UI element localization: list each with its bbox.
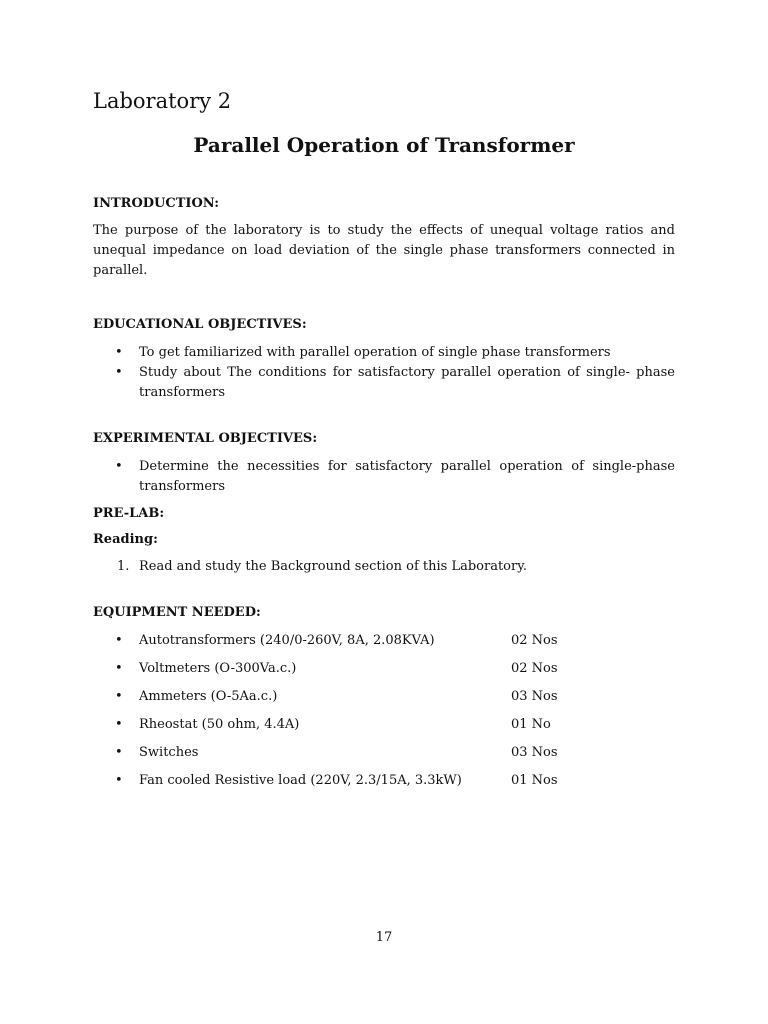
bullet-icon: • xyxy=(115,661,123,676)
reading-heading: Reading: xyxy=(93,532,158,547)
bullet-icon: • xyxy=(115,745,123,760)
equipment-row xyxy=(93,631,675,659)
equipment-quantity: 03 Nos xyxy=(511,745,558,760)
list-item-text: To get familiarized with parallel operation of single phase transformers xyxy=(139,345,611,360)
document-title: Parallel Operation of Transformer xyxy=(193,133,575,157)
bullet-icon: • xyxy=(115,365,123,380)
bullet-icon: • xyxy=(115,717,123,732)
equipment-row xyxy=(93,771,675,799)
equipment-name: Switches xyxy=(139,745,199,760)
introduction-heading: INTRODUCTION: xyxy=(93,196,220,211)
equipment-row xyxy=(93,715,675,743)
bullet-icon: • xyxy=(115,633,123,648)
list-item-text: Study about The conditions for satisfactory parallel operation of single- phase transformers xyxy=(139,365,675,400)
bullet-icon: • xyxy=(115,459,123,474)
equipment-quantity: 02 Nos xyxy=(511,633,558,648)
equipment-name: Ammeters (O-5Aa.c.) xyxy=(139,689,278,704)
equipment-name: Rheostat (50 ohm, 4.4A) xyxy=(139,717,300,732)
list-item xyxy=(93,363,675,403)
introduction-text: The purpose of the laboratory is to study the effects of unequal voltage ratios and unequal impedance on load deviation of the single phase transformers connected in parallel. xyxy=(93,223,675,278)
experimental-objectives-heading: EXPERIMENTAL OBJECTIVES: xyxy=(93,431,318,446)
equipment-row xyxy=(93,659,675,687)
reading-item-text: Read and study the Background section of this Laboratory. xyxy=(139,559,527,574)
equipment-row xyxy=(93,687,675,715)
equipment-row xyxy=(93,743,675,771)
educational-objectives-list xyxy=(93,343,675,403)
list-item-text: Determine the necessities for satisfactory parallel operation of single-phase transformers xyxy=(139,459,675,494)
equipment-name: Autotransformers (240/0-260V, 8A, 2.08KVA) xyxy=(139,633,435,648)
equipment-list xyxy=(93,631,675,799)
item-number: 1. xyxy=(117,559,130,574)
reading-item xyxy=(93,557,675,577)
equipment-quantity: 03 Nos xyxy=(511,689,558,704)
bullet-icon: • xyxy=(115,773,123,788)
experimental-objectives-list xyxy=(93,457,675,497)
educational-objectives-heading: EDUCATIONAL OBJECTIVES: xyxy=(93,317,307,332)
equipment-quantity: 01 No xyxy=(511,717,551,732)
bullet-icon: • xyxy=(115,345,123,360)
list-item xyxy=(93,457,675,497)
bullet-icon: • xyxy=(115,689,123,704)
equipment-name: Fan cooled Resistive load (220V, 2.3/15A, 3.3kW) xyxy=(139,773,462,788)
equipment-quantity: 01 Nos xyxy=(511,773,558,788)
prelab-heading: PRE-LAB: xyxy=(93,506,165,521)
list-item xyxy=(93,343,675,363)
lab-number: Laboratory 2 xyxy=(93,89,232,113)
equipment-heading: EQUIPMENT NEEDED: xyxy=(93,605,261,620)
page-number: 17 xyxy=(375,930,393,945)
equipment-name: Voltmeters (O-300Va.c.) xyxy=(139,661,297,676)
equipment-quantity: 02 Nos xyxy=(511,661,558,676)
